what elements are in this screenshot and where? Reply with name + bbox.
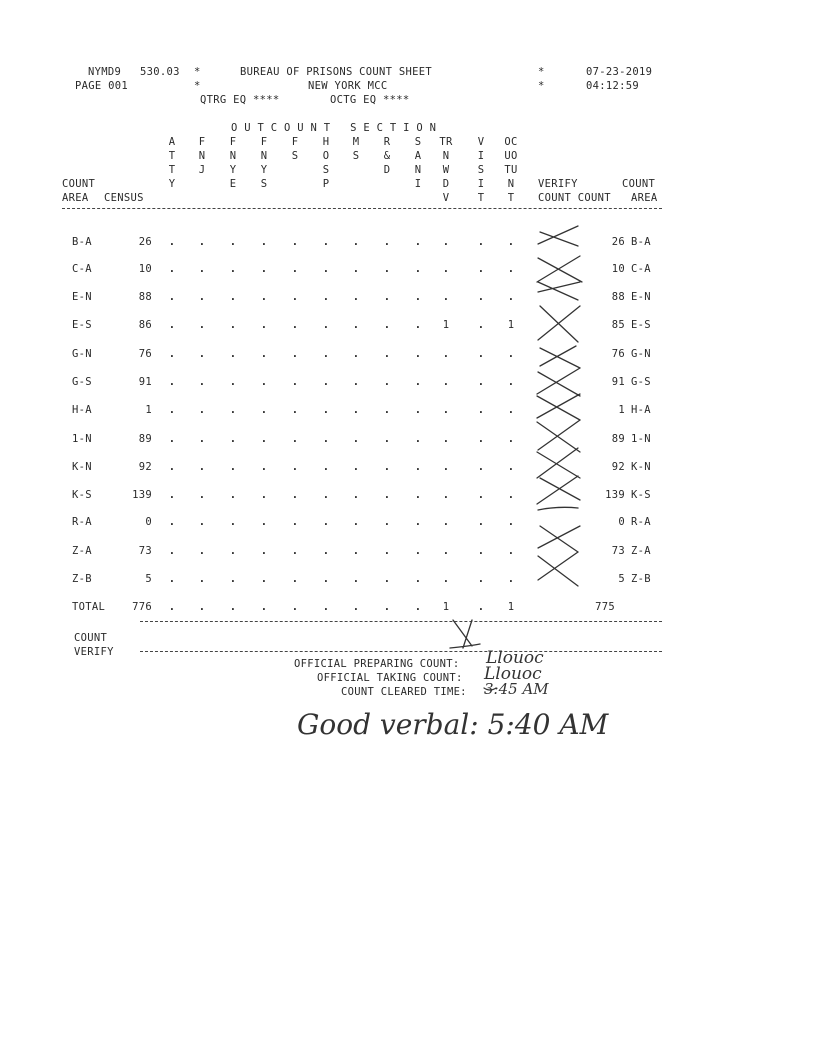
empty-cell-dot: . — [168, 601, 176, 613]
area-code: K-N — [72, 461, 92, 473]
empty-cell-dot: . — [260, 348, 268, 360]
empty-cell-dot: . — [198, 348, 206, 360]
empty-cell-dot: . — [168, 489, 176, 501]
column-header-char: Y — [168, 178, 176, 190]
empty-cell-dot: . — [322, 573, 330, 585]
column-header-char: TR — [439, 136, 453, 148]
empty-cell-dot: . — [229, 319, 237, 331]
count-value: 85 — [611, 319, 625, 331]
verify-header: VERIFY — [538, 178, 578, 190]
empty-cell-dot: . — [260, 545, 268, 557]
empty-cell-dot: . — [229, 601, 237, 613]
empty-cell-dot: . — [507, 433, 515, 445]
area-code: E-N — [72, 291, 92, 303]
column-header-char: S — [352, 150, 360, 162]
empty-cell-dot: . — [477, 236, 485, 248]
institution-name: NEW YORK MCC — [308, 80, 388, 92]
column-header-char: N — [507, 178, 515, 190]
area-code: C-A — [72, 263, 92, 275]
empty-cell-dot: . — [291, 433, 299, 445]
column-header-char: D — [442, 178, 450, 190]
count-value: 139 — [605, 489, 625, 501]
empty-cell-dot: . — [383, 489, 391, 501]
empty-cell-dot: . — [352, 461, 360, 473]
empty-cell-dot: . — [477, 545, 485, 557]
area-code: G-N — [72, 348, 92, 360]
column-header-char: T — [168, 164, 176, 176]
empty-cell-dot: . — [477, 291, 485, 303]
empty-cell-dot: . — [352, 545, 360, 557]
empty-cell-dot: . — [198, 433, 206, 445]
column-header-char: R — [383, 136, 391, 148]
count-value: 10 — [611, 263, 625, 275]
outcount-value: 1 — [442, 319, 450, 331]
empty-cell-dot: . — [414, 319, 422, 331]
empty-cell-dot: . — [291, 573, 299, 585]
empty-cell-dot: . — [291, 461, 299, 473]
empty-cell-dot: . — [229, 376, 237, 388]
empty-cell-dot: . — [442, 433, 450, 445]
empty-cell-dot: . — [198, 573, 206, 585]
empty-cell-dot: . — [322, 263, 330, 275]
empty-cell-dot: . — [507, 376, 515, 388]
column-header-char: A — [414, 150, 422, 162]
verify-label: VERIFY — [74, 646, 114, 658]
empty-cell-dot: . — [260, 516, 268, 528]
column-header-char: V — [477, 136, 485, 148]
empty-cell-dot: . — [198, 319, 206, 331]
column-header-char: I — [477, 150, 485, 162]
empty-cell-dot: . — [383, 573, 391, 585]
census-value: 5 — [145, 573, 152, 585]
empty-cell-dot: . — [291, 319, 299, 331]
column-header-char: F — [198, 136, 206, 148]
empty-cell-dot: . — [477, 319, 485, 331]
empty-cell-dot: . — [322, 404, 330, 416]
area-code: Z-A — [72, 545, 92, 557]
count-value: 775 — [595, 601, 615, 613]
empty-cell-dot: . — [168, 545, 176, 557]
count-value: 89 — [611, 433, 625, 445]
column-header-char: I — [477, 178, 485, 190]
outcount-value: 1 — [507, 319, 515, 331]
empty-cell-dot: . — [322, 236, 330, 248]
empty-cell-dot: . — [291, 404, 299, 416]
outcount-section-title: O U T C O U N T S E C T I O N — [231, 122, 437, 134]
empty-cell-dot: . — [260, 433, 268, 445]
qtrg-eq: QTRG EQ **** — [200, 94, 280, 106]
empty-cell-dot: . — [352, 433, 360, 445]
column-header-char: Y — [229, 164, 237, 176]
official-taking-label: OFFICIAL TAKING COUNT: — [317, 672, 463, 684]
right-area-code: Z-B — [631, 573, 651, 585]
empty-cell-dot: . — [352, 601, 360, 613]
area-code: K-S — [72, 489, 92, 501]
empty-cell-dot: . — [414, 291, 422, 303]
empty-cell-dot: . — [229, 516, 237, 528]
outcount-value: 1 — [507, 601, 515, 613]
column-header-char: S — [322, 164, 330, 176]
empty-cell-dot: . — [322, 601, 330, 613]
column-header-char: N — [442, 150, 450, 162]
count-value: 1 — [618, 404, 625, 416]
empty-cell-dot: . — [291, 263, 299, 275]
empty-cell-dot: . — [291, 348, 299, 360]
empty-cell-dot: . — [198, 489, 206, 501]
empty-cell-dot: . — [507, 573, 515, 585]
empty-cell-dot: . — [229, 263, 237, 275]
empty-cell-dot: . — [477, 263, 485, 275]
count-header: COUNT — [62, 178, 96, 190]
empty-cell-dot: . — [291, 516, 299, 528]
empty-cell-dot: . — [260, 489, 268, 501]
area-code: E-S — [72, 319, 92, 331]
empty-cell-dot: . — [507, 291, 515, 303]
taking-signature: Llouoc — [484, 664, 542, 684]
column-header-char: S — [260, 178, 268, 190]
official-preparing-label: OFFICIAL PREPARING COUNT: — [294, 658, 460, 670]
census-value: 26 — [138, 236, 152, 248]
area-code: G-S — [72, 376, 92, 388]
empty-cell-dot: . — [383, 516, 391, 528]
empty-cell-dot: . — [168, 263, 176, 275]
census-value: 76 — [138, 348, 152, 360]
header-star: * — [538, 66, 545, 78]
census-value: 139 — [132, 489, 152, 501]
column-header-char: H — [322, 136, 330, 148]
empty-cell-dot: . — [442, 376, 450, 388]
document-title: BUREAU OF PRISONS COUNT SHEET — [240, 66, 433, 78]
right-area-code: R-A — [631, 516, 651, 528]
empty-cell-dot: . — [322, 545, 330, 557]
empty-cell-dot: . — [477, 573, 485, 585]
area-code: 1-N — [72, 433, 92, 445]
empty-cell-dot: . — [414, 545, 422, 557]
right-area-header: AREA — [631, 192, 658, 204]
empty-cell-dot: . — [442, 348, 450, 360]
empty-cell-dot: . — [414, 516, 422, 528]
empty-cell-dot: . — [168, 319, 176, 331]
empty-cell-dot: . — [383, 461, 391, 473]
empty-cell-dot: . — [414, 601, 422, 613]
header-star: * — [194, 66, 201, 78]
empty-cell-dot: . — [383, 319, 391, 331]
empty-cell-dot: . — [168, 516, 176, 528]
empty-cell-dot: . — [383, 601, 391, 613]
empty-cell-dot: . — [477, 489, 485, 501]
empty-cell-dot: . — [383, 433, 391, 445]
right-area-code: E-S — [631, 319, 651, 331]
column-header-char: M — [352, 136, 360, 148]
column-header-char: T — [507, 192, 515, 204]
system-id: NYMD9 — [88, 66, 122, 78]
empty-cell-dot: . — [442, 573, 450, 585]
empty-cell-dot: . — [507, 263, 515, 275]
column-header-char: E — [229, 178, 237, 190]
empty-cell-dot: . — [442, 545, 450, 557]
form-number: 530.03 — [140, 66, 180, 78]
empty-cell-dot: . — [168, 461, 176, 473]
empty-cell-dot: . — [414, 489, 422, 501]
empty-cell-dot: . — [352, 404, 360, 416]
census-value: 88 — [138, 291, 152, 303]
right-count-header: COUNT — [622, 178, 656, 190]
header-star: * — [538, 80, 545, 92]
column-header-char: Y — [260, 164, 268, 176]
empty-cell-dot: . — [168, 404, 176, 416]
preparing-signature: Llouoc — [486, 648, 544, 668]
census-value: 86 — [138, 319, 152, 331]
report-time: 04:12:59 — [586, 80, 639, 92]
empty-cell-dot: . — [168, 348, 176, 360]
octg-eq: OCTG EQ **** — [330, 94, 410, 106]
empty-cell-dot: . — [198, 263, 206, 275]
empty-cell-dot: . — [383, 348, 391, 360]
column-header-char: W — [442, 164, 450, 176]
empty-cell-dot: . — [229, 404, 237, 416]
empty-cell-dot: . — [229, 433, 237, 445]
empty-cell-dot: . — [229, 348, 237, 360]
right-area-code: C-A — [631, 263, 651, 275]
empty-cell-dot: . — [442, 489, 450, 501]
right-area-code: G-S — [631, 376, 651, 388]
empty-cell-dot: . — [322, 489, 330, 501]
column-header-char: N — [198, 150, 206, 162]
empty-cell-dot: . — [442, 263, 450, 275]
census-value: 776 — [132, 601, 152, 613]
empty-cell-dot: . — [442, 516, 450, 528]
empty-cell-dot: . — [260, 461, 268, 473]
empty-cell-dot: . — [414, 348, 422, 360]
cleared-time-handwritten: 3:45 AM — [484, 680, 549, 698]
column-header-char: & — [383, 150, 391, 162]
empty-cell-dot: . — [291, 376, 299, 388]
empty-cell-dot: . — [168, 376, 176, 388]
empty-cell-dot: . — [477, 461, 485, 473]
right-area-code: Z-A — [631, 545, 651, 557]
area-header: AREA — [62, 192, 89, 204]
column-header-char: P — [322, 178, 330, 190]
empty-cell-dot: . — [414, 404, 422, 416]
empty-cell-dot: . — [168, 573, 176, 585]
empty-cell-dot: . — [352, 573, 360, 585]
empty-cell-dot: . — [291, 236, 299, 248]
empty-cell-dot: . — [352, 236, 360, 248]
census-header: CENSUS — [104, 192, 144, 204]
count-value: 88 — [611, 291, 625, 303]
empty-cell-dot: . — [352, 516, 360, 528]
right-area-code: K-N — [631, 461, 651, 473]
empty-cell-dot: . — [168, 291, 176, 303]
census-value: 89 — [138, 433, 152, 445]
empty-cell-dot: . — [198, 601, 206, 613]
column-header-char: V — [442, 192, 450, 204]
total-label: TOTAL — [72, 601, 106, 613]
empty-cell-dot: . — [229, 573, 237, 585]
empty-cell-dot: . — [229, 236, 237, 248]
empty-cell-dot: . — [414, 376, 422, 388]
empty-cell-dot: . — [477, 433, 485, 445]
empty-cell-dot: . — [414, 573, 422, 585]
empty-cell-dot: . — [414, 461, 422, 473]
empty-cell-dot: . — [260, 601, 268, 613]
census-value: 0 — [145, 516, 152, 528]
empty-cell-dot: . — [260, 291, 268, 303]
empty-cell-dot: . — [477, 376, 485, 388]
empty-cell-dot: . — [198, 461, 206, 473]
empty-cell-dot: . — [383, 545, 391, 557]
empty-cell-dot: . — [352, 348, 360, 360]
empty-cell-dot: . — [322, 376, 330, 388]
empty-cell-dot: . — [383, 263, 391, 275]
empty-cell-dot: . — [198, 376, 206, 388]
empty-cell-dot: . — [477, 348, 485, 360]
right-area-code: B-A — [631, 236, 651, 248]
empty-cell-dot: . — [198, 404, 206, 416]
empty-cell-dot: . — [322, 291, 330, 303]
empty-cell-dot: . — [198, 516, 206, 528]
empty-cell-dot: . — [352, 291, 360, 303]
empty-cell-dot: . — [477, 516, 485, 528]
count-value: 0 — [618, 516, 625, 528]
column-header-char: OC — [504, 136, 518, 148]
column-header-char: T — [477, 192, 485, 204]
empty-cell-dot: . — [291, 601, 299, 613]
empty-cell-dot: . — [442, 404, 450, 416]
empty-cell-dot: . — [198, 291, 206, 303]
empty-cell-dot: . — [507, 236, 515, 248]
empty-cell-dot: . — [477, 404, 485, 416]
count-value: 91 — [611, 376, 625, 388]
empty-cell-dot: . — [198, 545, 206, 557]
empty-cell-dot: . — [507, 461, 515, 473]
outcount-value: 1 — [442, 601, 450, 613]
area-code: H-A — [72, 404, 92, 416]
column-header-char: J — [198, 164, 206, 176]
count-value: 26 — [611, 236, 625, 248]
empty-cell-dot: . — [168, 236, 176, 248]
empty-cell-dot: . — [229, 461, 237, 473]
empty-cell-dot: . — [291, 545, 299, 557]
empty-cell-dot: . — [291, 291, 299, 303]
empty-cell-dot: . — [229, 489, 237, 501]
count-value: 5 — [618, 573, 625, 585]
empty-cell-dot: . — [477, 601, 485, 613]
right-area-code: E-N — [631, 291, 651, 303]
empty-cell-dot: . — [507, 516, 515, 528]
count-cleared-label: COUNT CLEARED TIME: — [341, 686, 467, 698]
column-header-char: S — [291, 150, 299, 162]
empty-cell-dot: . — [442, 236, 450, 248]
verify-count-header: COUNT COUNT — [538, 192, 611, 204]
column-header-char: D — [383, 164, 391, 176]
header-star: * — [194, 80, 201, 92]
right-area-code: 1-N — [631, 433, 651, 445]
empty-cell-dot: . — [229, 291, 237, 303]
column-header-char: S — [477, 164, 485, 176]
empty-cell-dot: . — [352, 376, 360, 388]
right-area-code: G-N — [631, 348, 651, 360]
empty-cell-dot: . — [322, 461, 330, 473]
area-code: R-A — [72, 516, 92, 528]
empty-cell-dot: . — [414, 433, 422, 445]
column-header-char: UO — [504, 150, 518, 162]
column-header-char: O — [322, 150, 330, 162]
empty-cell-dot: . — [198, 236, 206, 248]
empty-cell-dot: . — [507, 489, 515, 501]
good-verbal-note: Good verbal: 5:40 AM — [297, 708, 609, 741]
column-header-char: F — [260, 136, 268, 148]
empty-cell-dot: . — [260, 319, 268, 331]
empty-cell-dot: . — [383, 236, 391, 248]
column-header-char: N — [260, 150, 268, 162]
column-header-char: N — [229, 150, 237, 162]
empty-cell-dot: . — [507, 545, 515, 557]
empty-cell-dot: . — [168, 433, 176, 445]
empty-cell-dot: . — [260, 404, 268, 416]
empty-cell-dot: . — [322, 433, 330, 445]
empty-cell-dot: . — [507, 348, 515, 360]
column-header-char: F — [229, 136, 237, 148]
empty-cell-dot: . — [414, 236, 422, 248]
empty-cell-dot: . — [322, 348, 330, 360]
empty-cell-dot: . — [383, 404, 391, 416]
empty-cell-dot: . — [442, 461, 450, 473]
census-value: 91 — [138, 376, 152, 388]
empty-cell-dot: . — [352, 319, 360, 331]
empty-cell-dot: . — [322, 319, 330, 331]
empty-cell-dot: . — [260, 263, 268, 275]
page-number: PAGE 001 — [75, 80, 128, 92]
empty-cell-dot: . — [260, 236, 268, 248]
right-area-code: K-S — [631, 489, 651, 501]
column-header-char: T — [168, 150, 176, 162]
empty-cell-dot: . — [352, 489, 360, 501]
empty-cell-dot: . — [260, 573, 268, 585]
column-header-char: I — [414, 178, 422, 190]
column-header-char: N — [414, 164, 422, 176]
census-value: 92 — [138, 461, 152, 473]
empty-cell-dot: . — [383, 376, 391, 388]
area-code: Z-B — [72, 573, 92, 585]
empty-cell-dot: . — [229, 545, 237, 557]
empty-cell-dot: . — [291, 489, 299, 501]
empty-cell-dot: . — [507, 404, 515, 416]
right-area-code: H-A — [631, 404, 651, 416]
empty-cell-dot: . — [322, 516, 330, 528]
empty-cell-dot: . — [260, 376, 268, 388]
census-value: 10 — [138, 263, 152, 275]
empty-cell-dot: . — [414, 263, 422, 275]
report-date: 07-23-2019 — [586, 66, 653, 78]
empty-cell-dot: . — [383, 291, 391, 303]
count-value: 73 — [611, 545, 625, 557]
count-value: 92 — [611, 461, 625, 473]
column-header-char: F — [291, 136, 299, 148]
count-label: COUNT — [74, 632, 108, 644]
count-value: 76 — [611, 348, 625, 360]
census-value: 73 — [138, 545, 152, 557]
column-header-char: S — [414, 136, 422, 148]
census-value: 1 — [145, 404, 152, 416]
column-header-char: TU — [504, 164, 518, 176]
column-header-char: A — [168, 136, 176, 148]
empty-cell-dot: . — [442, 291, 450, 303]
area-code: B-A — [72, 236, 92, 248]
empty-cell-dot: . — [352, 263, 360, 275]
